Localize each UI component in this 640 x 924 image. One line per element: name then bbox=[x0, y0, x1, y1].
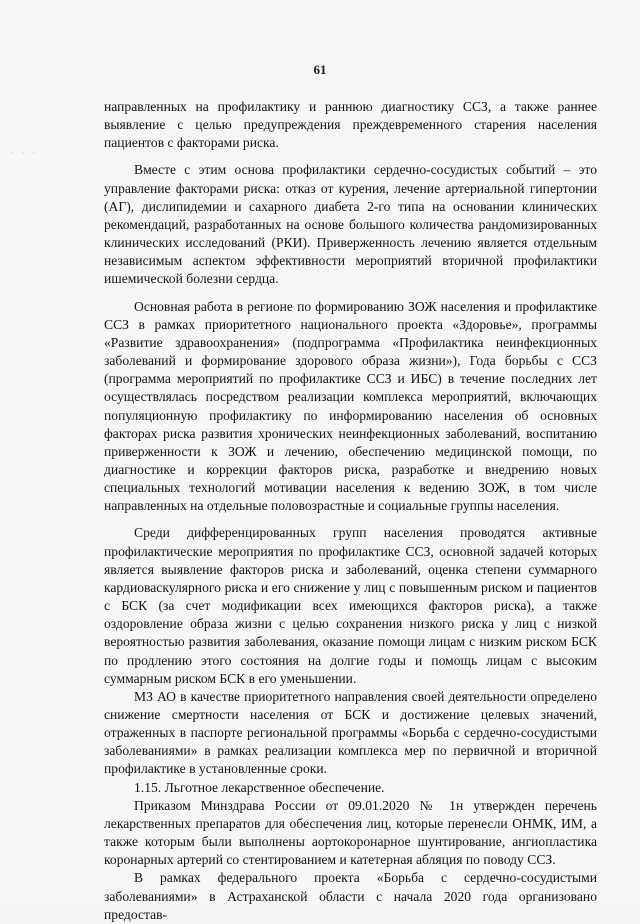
paragraph: направленных на профилактику и раннюю диагностику ССЗ, а также раннее выявление с целью предупреждения преждевременного старения населения пациентов с факторами риска. bbox=[104, 99, 597, 151]
section-heading: 1.15. Льготное лекарственное обеспечение. bbox=[134, 779, 385, 795]
paragraph: Среди дифференцированных групп населения проводятся активные профилактические мероприятия по профилактике ССЗ, основной задачей которых является выявление факторов риска и заболеваний, оценка степени суммарного кардиоваскулярного риска и его снижение у лиц с повышенным риском и пациентов с БСК (за счет модификации всех имеющихся факторов риска), а также оздоровление образа жизни с целью сохранения низкого риска у лиц с низкой вероятностью развития заболевания, оказание помощи лицам с низким риском БСК по продлению этого состояния на долгие годы и помощь лицам с высоким суммарным риском БСК в его уменьшении. bbox=[104, 525, 597, 686]
paragraph: В рамках федерального проекта «Борьба с сердечно-сосудистыми заболеваниями» в Астраханской области с начала 2020 года организовано предостав- bbox=[104, 870, 597, 922]
paragraph: Основная работа в регионе по формированию ЗОЖ населения и профилактике ССЗ в рамках приоритетного национального проекта «Здоровье», программы «Развитие здравоохранения» (подпрограмма «Профилактика неинфекционных заболеваний и формирование здорового образа жизни»), Года борьбы с ССЗ (программа мероприятий по профилактике ССЗ и ИБС) в течение последних лет осуществлялась посредством реализации комплекса мероприятий, включающих популяционную профилактику по информированию населения об основных факторах риска развития хронических неинфекционных заболеваний, воспитанию приверженности к ЗОЖ и лечению, обеспечению медицинской помощи, по диагностике и коррекции факторов риска, разработке и внедрению новых специальных технологий мотивации населения к ведению ЗОЖ, в том числе направленных на отдельные половозрастные и социальные группы населения. bbox=[104, 298, 597, 514]
paragraph: МЗ АО в качестве приоритетного направления своей деятельности определено снижение смертности населения от БСК и достижение целевых значений, отраженных в паспорте региональной программы «Борьба с сердечно-сосудистыми заболеваниями» в рамках реализации комплекса мер по первичной и вторичной профилактике в установленные сроки. bbox=[104, 688, 597, 777]
document-body bbox=[104, 98, 597, 924]
page-number: 61 bbox=[313, 62, 327, 77]
scan-artifact: · · · bbox=[10, 148, 39, 158]
paragraph: Вместе с этим основа профилактики сердечно-сосудистых событий – это управление факторами риска: отказ от курения, лечение артериальной гипертонии (АГ), дислипидемии и сахарного диабета 2-го типа на основании клинических рекомендаций, разработанных на основе большого количества рандомизированных клинических исследований (РКИ). Приверженность лечению является отдельным независимым аспектом эффективности мероприятий вторичной профилактики ишемической болезни сердца. bbox=[104, 162, 597, 287]
paragraph: Приказом Минздрава России от 09.01.2020 № 1н утвержден перечень лекарственных препаратов для обеспечения лиц, которые перенесли ОНМК, ИМ, а также которым были выполнены аортокоронарное шунтирование, ангиопластика коронарных артерий со стентированием и катетерная абляция по поводу ССЗ. bbox=[104, 797, 597, 868]
